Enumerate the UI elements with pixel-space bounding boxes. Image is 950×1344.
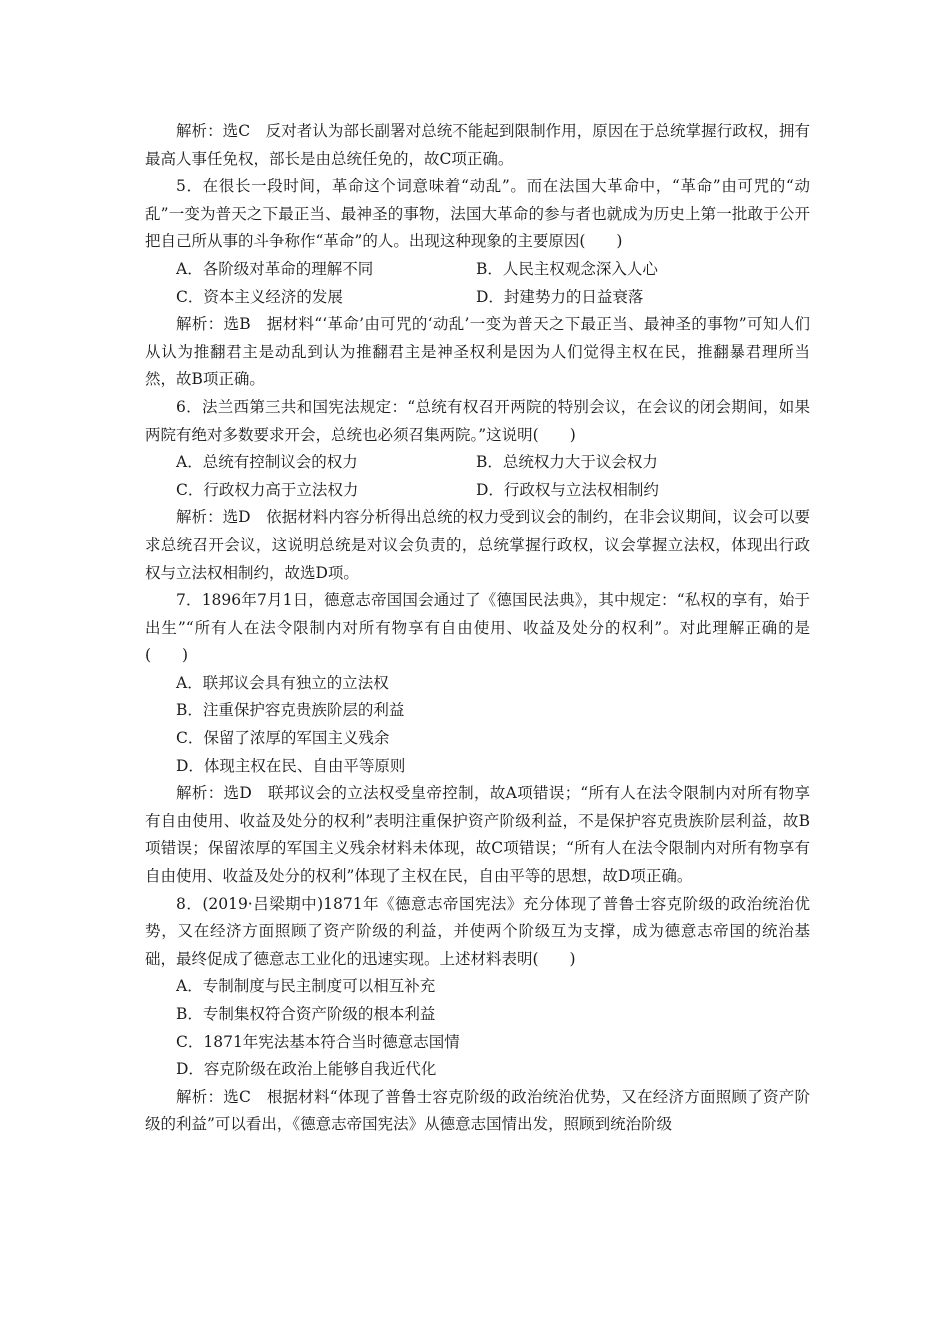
q5-question: 5．在很长一段时间，革命这个词意味着“动乱”。而在法国大革命中，“革命”由可咒的“动乱”一变为普天之下最正当、最神圣的事物，法国大革命的参与者也就成为历史上第一批敢于公开把自己所从事的斗争称作“革命”的人。出现这种现象的主要原因( ) bbox=[145, 177, 810, 251]
q5-option-b: B．人民主权观念深入人心 bbox=[476, 259, 658, 278]
q6-analysis: 解析：选D 依据材料内容分析得出总统的权力受到议会的制约，在非会议期间，议会可以要求总统召开会议，这说明总统是对议会负责的，总统掌握行政权，议会掌握立法权，体现出行政权与立法权相制约，故选D项。 bbox=[145, 508, 810, 582]
q7-question: 7．1896年7月1日，德意志帝国国会通过了《德国民法典》，其中规定：“私权的享有，始于出生”“所有人在法令限制内对所有物享有自由使用、收益及处分的权利”。对此理解正确的是( ) bbox=[145, 591, 810, 665]
q6-question: 6．法兰西第三共和国宪法规定：“总统有权召开两院的特别会议，在会议的闭会期间，如果两院有绝对多数要求开会，总统也必须召集两院。”这说明( ) bbox=[145, 397, 810, 444]
q5-option-a: A．各阶级对革命的理解不同 bbox=[176, 259, 374, 278]
q7-option-b: B．注重保护容克贵族阶层的利益 bbox=[176, 701, 405, 720]
q8-option-b: B．专制集权符合资产阶级的根本利益 bbox=[176, 1005, 436, 1023]
q8-analysis: 解析：选C 根据材料“体现了普鲁士容克阶级的政治统治优势，又在经济方面照顾了资产阶级的利益”可以看出，《德意志帝国宪法》从德意志国情出发，照顾到统治阶级 bbox=[145, 1087, 810, 1134]
q7-analysis: 解析：选D 联邦议会的立法权受皇帝控制，故A项错误；“所有人在法令限制内对所有物享有自由使用、收益及处分的权利”表明注重保护资产阶级利益，不是保护容克贵族阶层利益，故B项错误；保留浓厚的军国主义残余材料未体现，故C项错误；“所有人在法令限制内对所有物享有自由使用、收益及处分的权利”体现了主权在民，自由平等的思想，故D项正确。 bbox=[145, 784, 810, 886]
q7-option-d: D．体现主权在民、自由平等原则 bbox=[176, 756, 406, 775]
q5-option-c: C．资本主义经济的发展 bbox=[176, 287, 343, 306]
q8-question: 8．(2019·吕梁期中)1871年《德意志帝国宪法》充分体现了普鲁士容克阶级的政治统治优势，又在经济方面照顾了资产阶级的利益，并使两个阶级互为支撑，成为德意志帝国的统治基础，最终促成了德意志工业化的迅速实现。上述材料表明( ) bbox=[145, 894, 810, 968]
q7-option-a: A．联邦议会具有独立的立法权 bbox=[176, 673, 389, 692]
document-page bbox=[145, 118, 810, 1139]
q6-option-b: B．总统权力大于议会权力 bbox=[476, 453, 658, 472]
q6-option-c: C．行政权力高于立法权力 bbox=[176, 480, 359, 499]
q6-options-row-1 bbox=[145, 449, 810, 477]
q4-analysis: 解析：选C 反对者认为部长副署对总统不能起到限制作用，原因在于总统掌握行政权，拥有最高人事任免权，部长是由总统任免的，故C项正确。 bbox=[145, 122, 810, 168]
q5-options-row-1 bbox=[145, 256, 810, 284]
q7-option-c: C．保留了浓厚的军国主义残余 bbox=[176, 729, 390, 748]
q6-options-row-2 bbox=[145, 477, 810, 505]
q5-option-d: D．封建势力的日益衰落 bbox=[476, 287, 644, 306]
q5-options-row-2 bbox=[145, 284, 810, 312]
q6-option-a: A．总统有控制议会的权力 bbox=[176, 453, 358, 472]
q8-option-c: C．1871年宪法基本符合当时德意志国情 bbox=[176, 1032, 460, 1051]
q5-analysis: 解析：选B 据材料“‘革命’由可咒的‘动乱’一变为普天之下最正当、最神圣的事物”可知人们从认为推翻君主是动乱到认为推翻君主是神圣权利是因为人们觉得主权在民，推翻暴君理所当然，故B项正确。 bbox=[145, 315, 810, 389]
q6-option-d: D．行政权与立法权相制约 bbox=[476, 480, 659, 499]
q8-option-d: D．容克阶级在政治上能够自我近代化 bbox=[176, 1060, 437, 1079]
q8-option-a: A．专制制度与民主制度可以相互补充 bbox=[176, 977, 436, 996]
